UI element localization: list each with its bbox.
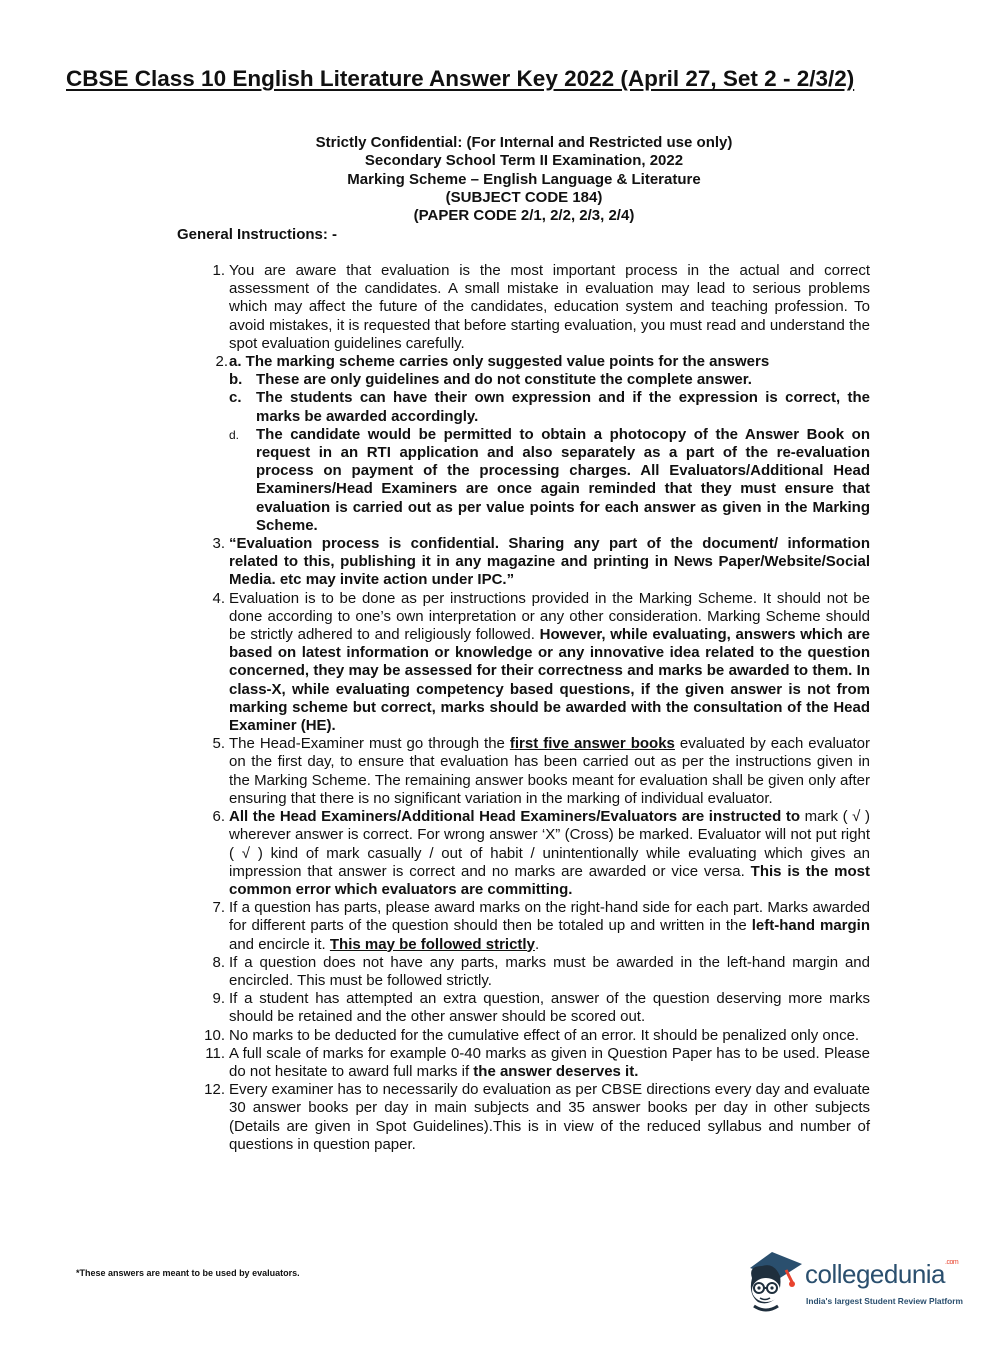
item-text: and encircle it. bbox=[229, 935, 330, 953]
sub-item-letter: b. bbox=[229, 371, 243, 389]
item-text-bold: left-hand margin bbox=[751, 917, 870, 935]
item-number: 8. bbox=[212, 953, 225, 971]
item-text: If a student has attempted an extra question, answer of the question deserving more marks should be retained and the other answer should be scored out. bbox=[229, 990, 870, 1026]
sub-list bbox=[229, 353, 870, 535]
list-item bbox=[212, 589, 870, 736]
list-item bbox=[212, 262, 870, 353]
item-number: 1. bbox=[212, 262, 225, 279]
document-header bbox=[262, 134, 786, 225]
item-text-bold: All the Head Examiners/Additional Head Examiners/Evaluators are instructed to bbox=[229, 808, 801, 826]
list-item bbox=[204, 1081, 870, 1154]
item-text-bold: However, while evaluating, answers which are based on latest information or knowledge or any innovative idea related to the question concerned, they may be assessed for their correctness and marks be awarded to them. In class-X, while evaluating competency based questions, if the given answer is not from marking scheme but correct, marks should be awarded with the consultation of the Head Examiner (HE). bbox=[229, 626, 870, 735]
sub-item bbox=[229, 426, 870, 535]
logo-tagline: India's largest Student Review Platform bbox=[806, 1296, 963, 1306]
item-number: 2. bbox=[215, 353, 228, 371]
list-item bbox=[205, 1044, 870, 1081]
sub-item-letter: c. bbox=[229, 389, 242, 407]
sub-item bbox=[229, 371, 870, 389]
student-mascot-icon bbox=[744, 1248, 804, 1314]
sub-item-text: The candidate would be permitted to obtain a photocopy of the Answer Book on request in an RTI application and also separately as a part of the re-evaluation process on payment of the processing charges. All Evaluators/Additional Head Examiners/Head Examiners are once again reminded that they must ensure that evaluation is carried out as per value points for each answer as given in the Marking Scheme. bbox=[256, 425, 870, 534]
item-text: A full scale of marks for example 0-40 marks as given in Question Paper has to be used. Please do not hesitate to award full marks if bbox=[229, 1044, 870, 1080]
page-title: CBSE Class 10 English Literature Answer Key 2022 (April 27, Set 2 - 2/3/2) bbox=[66, 66, 855, 91]
item-text: Every examiner has to necessarily do evaluation as per CBSE directions every day and evaluate 30 answer books per day in main subjects and 35 answer books per day in other subjects (Details are given in Spot Guidelines).This is in view of the reduced syllabus and number of questions in question paper. bbox=[229, 1081, 870, 1153]
item-text: mark ( √ ) wherever answer is correct. For wrong answer ‘X” (Cross) be marked. Evaluator will not put right ( √ ) kind of mark casually / out of habit / unintentionally while evaluating which gives an impression that answer is correct and no marks are awarded or vice versa. bbox=[229, 808, 871, 880]
instructions-list bbox=[204, 262, 871, 1154]
item-text-bold: This is the most common error which evaluators are committing. bbox=[229, 862, 871, 898]
subject-code-line: (SUBJECT CODE 184) bbox=[445, 188, 603, 206]
item-text: You are aware that evaluation is the most important process in the actual and correct assessment of the candidates. A small mistake in evaluation may lead to serious problems which may affect the future of the candidates, education system and teaching profession. To avoid mistakes, it is requested that before starting evaluation, you must read and understand the spot evaluation guidelines carefully. bbox=[229, 262, 870, 352]
collegedunia-logo[interactable] bbox=[744, 1248, 974, 1314]
item-number: 10. bbox=[204, 1026, 225, 1044]
item-text-bold: the answer deserves it. bbox=[473, 1062, 639, 1080]
sub-item-text: The students can have their own expression and if the expression is correct, the marks be awarded accordingly. bbox=[256, 389, 870, 425]
paper-code-line: (PAPER CODE 2/1, 2/2, 2/3, 2/4) bbox=[413, 207, 635, 225]
item-number: 3. bbox=[212, 535, 225, 553]
footnote: *These answers are meant to be used by evaluators. bbox=[76, 1268, 300, 1278]
list-item bbox=[215, 353, 870, 535]
list-item bbox=[212, 808, 871, 899]
item-number: 7. bbox=[212, 899, 225, 917]
item-text: The Head-Examiner must go through the bbox=[229, 735, 510, 753]
item-text-emphasis: This may be followed strictly bbox=[329, 935, 535, 953]
list-item bbox=[212, 953, 870, 990]
item-text: evaluated by each evaluator on the first day, to ensure that evaluation has been carried out as per the instructions given in the Marking Scheme. The remaining answer books meant for evaluation shall be given only after ensuring that there is no significant variation in the marking of individual evaluator. bbox=[229, 735, 870, 807]
exam-line: Secondary School Term II Examination, 2022 bbox=[364, 152, 684, 170]
logo-suffix: .com bbox=[945, 1259, 959, 1266]
item-text: No marks to be deducted for the cumulative effect of an error. It should be penalized only once. bbox=[229, 1026, 860, 1044]
item-number: 5. bbox=[212, 735, 225, 753]
item-number: 6. bbox=[212, 808, 225, 826]
sub-item-text: a. The marking scheme carries only suggested value points for the answers bbox=[229, 353, 770, 371]
item-text: If a question does not have any parts, marks must be awarded in the left-hand margin and encircled. This must be followed strictly. bbox=[229, 953, 870, 989]
item-text: If a question has parts, please award marks on the right-hand side for each part. Marks awarded for different parts of the question should then be totaled up and written in the bbox=[229, 899, 870, 935]
sub-item bbox=[229, 389, 870, 425]
item-text: Evaluation is to be done as per instructions provided in the Marking Scheme. It should not be done according to one’s own interpretation or any other consideration. Marking Scheme should be strictly adhered to and religiously followed. bbox=[229, 589, 870, 644]
confidential-line: Strictly Confidential: (For Internal and Restricted use only) bbox=[315, 134, 733, 151]
item-text: “Evaluation process is confidential. Sharing any part of the document/ information related to this, publishing it in any magazine and printing in News Paper/Website/Social Media. etc may invite action under IPC.” bbox=[229, 535, 870, 589]
list-item bbox=[212, 535, 870, 590]
list-item bbox=[212, 990, 870, 1026]
logo-wordmark bbox=[805, 1259, 958, 1290]
sub-item-letter: d. bbox=[229, 427, 240, 442]
general-instructions-heading: General Instructions: - bbox=[177, 226, 338, 243]
item-number: 12. bbox=[204, 1081, 225, 1099]
item-text: . bbox=[534, 935, 540, 953]
list-item bbox=[212, 735, 870, 808]
list-item bbox=[204, 1026, 870, 1045]
sub-item-text: These are only guidelines and do not constitute the complete answer. bbox=[256, 371, 752, 389]
item-number: 4. bbox=[212, 589, 225, 607]
item-text-emphasis: first five answer books bbox=[509, 735, 675, 753]
list-item bbox=[212, 899, 870, 954]
marking-scheme-line: Marking Scheme – English Language & Literature bbox=[347, 170, 701, 188]
logo-name-text: collegedunia bbox=[805, 1259, 946, 1289]
item-number: 11. bbox=[205, 1044, 225, 1062]
sub-item bbox=[229, 353, 870, 371]
item-number: 9. bbox=[212, 990, 225, 1008]
